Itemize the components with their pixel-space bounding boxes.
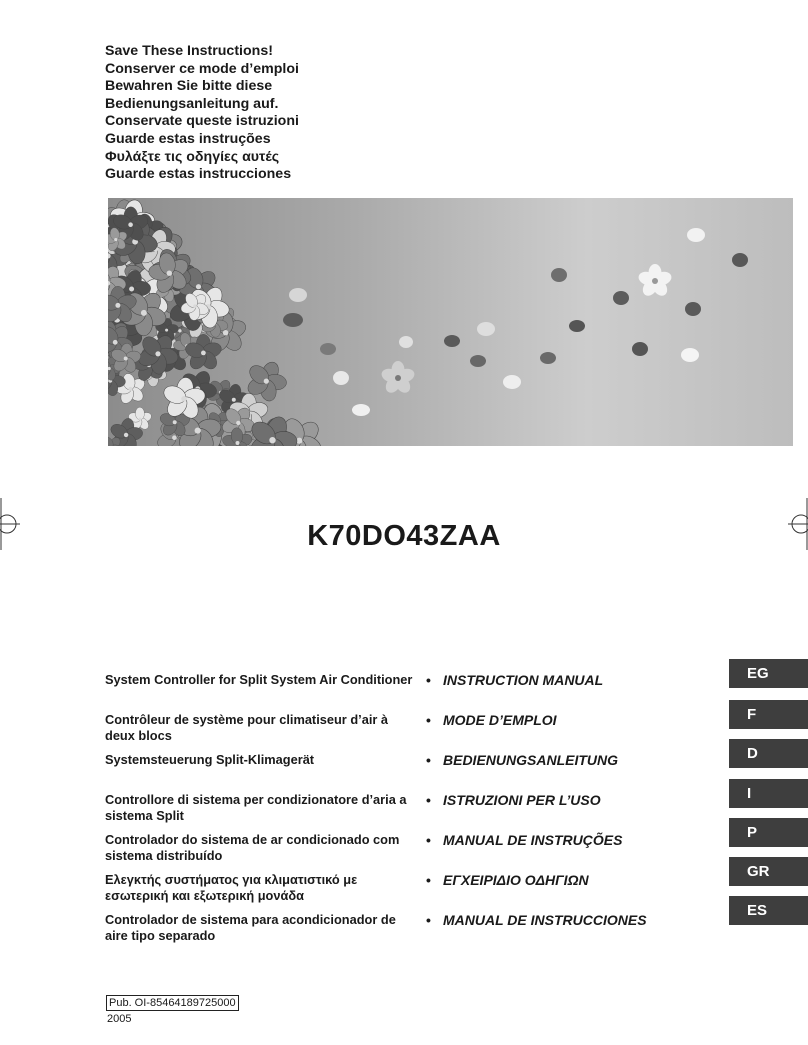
blossom-center-icon — [173, 420, 177, 424]
blossom-center-icon — [165, 329, 168, 332]
blossom-center-icon — [124, 433, 128, 437]
entry-description: System Controller for Split System Air Conditioner — [105, 672, 413, 687]
blossom-center-icon — [232, 398, 236, 402]
crop-mark-left-icon — [0, 498, 22, 550]
language-tab-p: P — [729, 818, 808, 847]
save-instruction-line: Φυλάξτε τις οδηγίες αυτές — [105, 148, 280, 165]
entry-manual-title: INSTRUCTION MANUAL — [443, 672, 604, 688]
blossom-center-icon — [129, 287, 134, 292]
floating-petals — [283, 228, 748, 416]
blossom-center-icon — [181, 396, 187, 402]
language-tab-f: F — [729, 700, 808, 729]
entry-description: Controlador do sistema de ar condicionado com sistema distribuído — [105, 832, 400, 864]
entry-manual-title: MODE D’EMPLOI — [443, 712, 557, 728]
entry-description: Controlador de sistema para acondicionador de aire tipo separado — [105, 912, 396, 944]
blossom-center-icon — [128, 387, 132, 391]
blossom-center-icon — [236, 441, 240, 445]
entry-manual-title: MANUAL DE INSTRUÇÕES — [443, 832, 623, 848]
blossom-center-icon — [141, 310, 147, 316]
crop-mark-right-icon — [786, 498, 808, 550]
entry-manual-title: MANUAL DE INSTRUCCIONES — [443, 912, 647, 928]
blossom-center-icon — [155, 351, 160, 356]
entry-description: Ελεγκτής συστήματος για κλιματιστικό με εσωτερική και εξωτερική μονάδα — [105, 872, 358, 904]
entry-description: Controllore di sistema per condizionatore d’aria a sistema Split — [105, 792, 407, 824]
save-instructions-list — [105, 43, 299, 184]
bullet-icon: • — [426, 912, 431, 928]
blossom-center-icon — [167, 271, 172, 276]
save-instruction-line: Guarde estas instruções — [105, 130, 271, 147]
blossom-center-icon — [113, 340, 118, 345]
blossom-center-icon — [139, 418, 142, 421]
blossom-center-icon — [264, 379, 269, 384]
save-instruction-line: Guarde estas instrucciones — [105, 166, 292, 183]
save-instruction-line: Conserver ce mode d’emploi — [105, 60, 299, 77]
blossom-center-icon — [128, 222, 133, 227]
entry-manual-title: ΕΓΧΕΙΡΙΔΙΟ ΟΔΗΓΙΩΝ — [443, 872, 589, 888]
blossom-center-icon — [201, 351, 206, 356]
entry-description: Contrôleur de système pour climatiseur d’air à deux blocs — [105, 712, 389, 744]
save-instruction-line: Bewahren Sie bitte diese — [105, 78, 273, 95]
bullet-icon: • — [426, 712, 431, 728]
language-tab-d: D — [729, 739, 808, 768]
bullet-icon: • — [426, 832, 431, 848]
bullet-icon: • — [426, 752, 431, 768]
entry-manual-title: BEDIENUNGSANLEITUNG — [443, 752, 619, 768]
save-instruction-line: Conservate queste istruzioni — [105, 113, 299, 130]
blossom-center-icon — [269, 437, 275, 443]
blossom-center-icon — [223, 330, 228, 335]
publication-number: Pub. OI-85464189725000 — [106, 995, 239, 1011]
cherry-blossom-banner — [108, 198, 793, 446]
blossom-center-icon — [196, 284, 201, 289]
language-tab-es: ES — [729, 896, 808, 925]
blossom-illustration — [108, 198, 793, 446]
blossom-center-icon — [115, 303, 120, 308]
language-tab-i: I — [729, 779, 808, 808]
language-tab-gr: GR — [729, 857, 808, 886]
blossom-center-icon — [172, 435, 177, 440]
language-tab-eg: EG — [729, 659, 808, 688]
blossom-center-icon — [124, 357, 128, 361]
publication-year: 2005 — [107, 1013, 132, 1025]
bullet-icon: • — [426, 672, 431, 688]
save-instruction-line: Bedienungsanleitung auf. — [105, 95, 279, 112]
entry-description: Systemsteuerung Split-Klimagerät — [105, 752, 315, 767]
model-number: K70DO43ZAA — [307, 520, 501, 552]
blossom-center-icon — [236, 421, 240, 425]
save-instruction-line: Save These Instructions! — [105, 43, 273, 59]
entry-manual-title: ISTRUZIONI PER L’USO — [443, 792, 601, 808]
bullet-icon: • — [426, 792, 431, 808]
blossom-center-icon — [193, 304, 197, 308]
blossom-center-icon — [178, 329, 181, 332]
blossom-center-icon — [114, 238, 117, 241]
bullet-icon: • — [426, 872, 431, 888]
blossom-center-icon — [195, 428, 201, 434]
